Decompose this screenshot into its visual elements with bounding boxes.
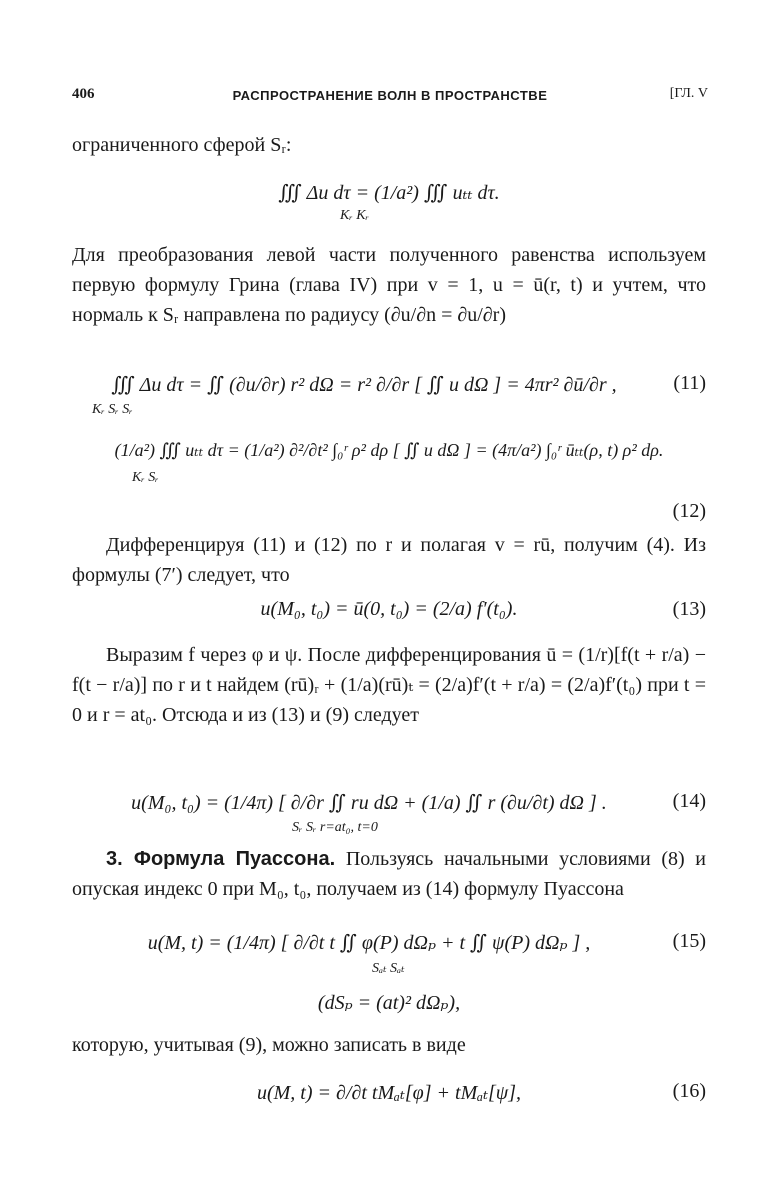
equation-text: ∭ Δu dτ = (1/a²) ∭ uₜₜ dτ. (278, 182, 500, 204)
integration-domains: Kᵣ Kᵣ (340, 208, 370, 223)
chapter-marker: [ГЛ. V (669, 86, 708, 101)
integration-domains: Sᵣ Sᵣ r=at₀, t=0 (292, 820, 378, 835)
page-header (72, 86, 708, 110)
equation-number: (13) (672, 598, 706, 620)
equation-13 (72, 598, 706, 628)
integration-domains: Sₐₜ Sₐₜ (372, 961, 405, 976)
section-heading: 3. Формула Пуассона. (106, 848, 336, 870)
equation-11 (72, 372, 706, 422)
paragraph-text: Дифференцируя (11) и (12) по r и полагая v = rū, получим (4). Из формулы (7′) следует, что (72, 534, 706, 586)
paragraph-text: которую, учитывая (9), можно записать в виде (72, 1034, 466, 1056)
equation-14 (72, 790, 706, 840)
paragraph-text: Выразим f через φ и ψ. После дифференцирования ū = (1/r)[f(t + r/a) − f(t − r/a)] по r и t найдем (rū)ᵣ + (1/a)(rū)ₜ = (2/a)f′(t + r/a) = (2/a)f′(t₀) при t = 0 и r = at₀. Отсюда и из (13) и (9) следует (72, 644, 706, 726)
equation-number: (11) (673, 372, 706, 394)
equation-number: (14) (672, 790, 706, 812)
section-poisson (72, 844, 706, 904)
paragraph-rewrite (72, 1030, 706, 1060)
paragraph-text: Пользуясь начальными условиями (8) и опуская индекс 0 при M₀, t₀, получаем из (14) формулу Пуассона (72, 848, 707, 900)
running-title: РАСПРОСТРАНЕНИЕ ВОЛН В ПРОСТРАНСТВЕ (232, 88, 548, 103)
paragraph-differentiate (72, 530, 706, 590)
paragraph-text: ограниченного сферой Sᵣ: (72, 134, 292, 156)
equation-volume-integral (72, 180, 706, 240)
integration-domains: Kᵣ Sᵣ (132, 470, 159, 485)
equation-text: u(M, t) = (1/4π) [ ∂/∂t t ∬ φ(P) dΩₚ + t ∬ ψ(P) dΩₚ ] , (147, 932, 591, 954)
equation-15 (72, 930, 706, 980)
equation-text: u(M, t) = ∂/∂t tMₐₜ[φ] + tMₐₜ[ψ], (256, 1082, 522, 1104)
equation-16 (72, 1080, 706, 1110)
equation-number: (15) (672, 930, 706, 952)
paragraph-express-f (72, 640, 706, 730)
equation-15-aux (72, 990, 706, 1020)
equation-text: (1/a²) ∭ uₜₜ dτ = (1/a²) ∂²/∂t² ∫₀ʳ ρ² dρ [ ∬ u dΩ ] = (4π/a²) ∫₀ʳ ūₜₜ(ρ, t) ρ² dρ. (114, 440, 664, 460)
paragraph-green-formula (72, 240, 706, 330)
equation-text: u(M₀, t₀) = (1/4π) [ ∂/∂r ∬ ru dΩ + (1/a) ∬ r (∂u/∂t) dΩ ] . (131, 792, 607, 814)
paragraph-text: Для преобразования левой части полученного равенства используем первую формулу Грина (глава IV) при v = 1, u = ū(r, t) и учтем, что нормаль к Sᵣ направлена по радиусу (∂u/∂n = ∂u/∂r) (72, 244, 706, 326)
equation-12 (72, 440, 706, 530)
equation-number: (16) (672, 1080, 706, 1102)
equation-text: (dSₚ = (at)² dΩₚ), (317, 992, 461, 1014)
page-number: 406 (72, 86, 95, 102)
paragraph-intro (72, 130, 706, 160)
integration-domains: Kᵣ Sᵣ Sᵣ (92, 402, 133, 417)
equation-text: u(M₀, t₀) = ū(0, t₀) = (2/a) f′(t₀). (260, 598, 518, 620)
equation-text: ∭ Δu dτ = ∬ (∂u/∂r) r² dΩ = r² ∂/∂r [ ∬ u dΩ ] = 4πr² ∂ū/∂r , (111, 374, 617, 396)
equation-number: (12) (672, 500, 706, 522)
